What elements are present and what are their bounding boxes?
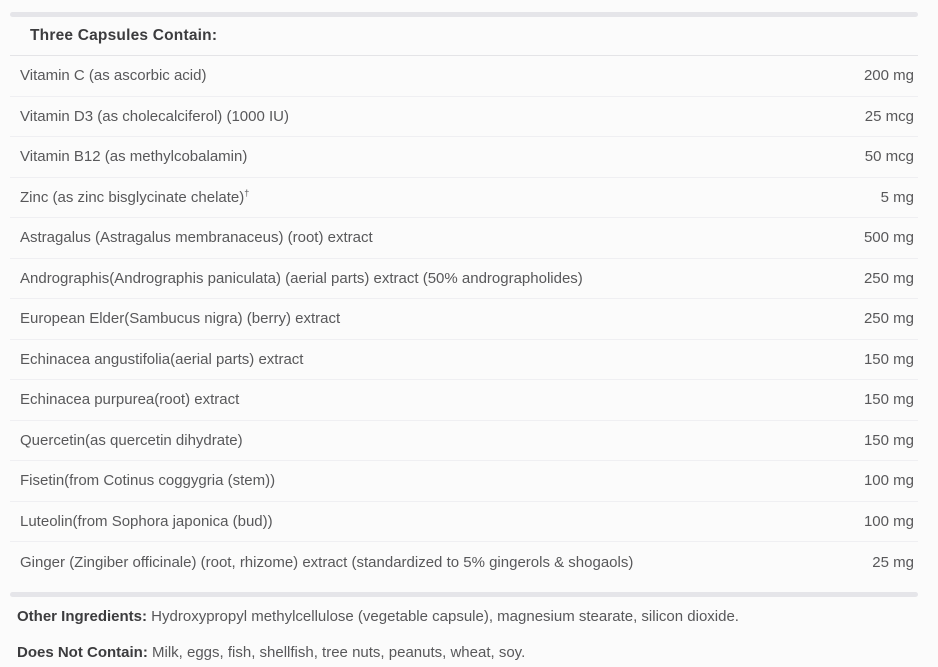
ingredient-amount: 100 mg [863,512,914,530]
dagger-superscript: † [244,187,250,198]
ingredient-amount: 25 mg [872,553,914,571]
ingredient-row [10,542,918,583]
ingredient-amount: 250 mg [863,269,914,287]
does-not-contain-line [17,643,918,663]
ingredient-row [10,259,918,300]
ingredient-row [10,56,918,97]
ingredient-amount: 25 mcg [864,107,914,125]
supplement-facts-header [10,17,918,56]
ingredient-row [10,97,918,138]
ingredient-name: Fisetin(from Cotinus coggygria (stem)) [20,472,276,490]
ingredient-name: Ginger (Zingiber officinale) (root, rhizome) extract (standardized to 5% gingerols & shogaols) [20,553,634,571]
other-ingredients-text: Hydroxypropyl methylcellulose (vegetable capsule), magnesium stearate, silicon dioxide. [147,607,739,625]
other-ingredients-line [17,607,918,627]
ingredient-row [10,178,918,219]
other-ingredients-label: Other Ingredients: [17,607,148,625]
serving-header-title: Three Capsules Contain: [30,27,218,44]
ingredient-name: Vitamin D3 (as cholecalciferol) (1000 IU) [20,107,289,125]
ingredient-amount: 150 mg [863,350,914,368]
ingredient-row [10,502,918,543]
ingredient-amount: 150 mg [863,391,914,409]
ingredient-name: Vitamin B12 (as methylcobalamin) [20,148,248,166]
ingredient-name: Astragalus (Astragalus membranaceus) (root) extract [20,229,373,247]
does-not-contain-label: Does Not Contain: [17,643,148,661]
ingredient-amount: 500 mg [863,229,914,247]
bottom-separator-bar [10,592,918,597]
ingredient-name: Echinacea purpurea(root) extract [20,391,240,409]
ingredient-table [10,56,918,583]
ingredient-amount: 100 mg [863,472,914,490]
ingredient-amount: 50 mcg [864,148,914,166]
ingredient-name: European Elder(Sambucus nigra) (berry) extract [20,310,341,328]
ingredient-name: Vitamin C (as ascorbic acid) [20,67,207,85]
footer-notes [0,607,938,663]
ingredient-amount: 200 mg [863,67,914,85]
ingredient-row [10,340,918,381]
ingredient-amount: 5 mg [880,188,914,206]
ingredient-name: Echinacea angustifolia(aerial parts) extract [20,350,304,368]
ingredient-row [10,421,918,462]
ingredient-name: Andrographis(Andrographis paniculata) (aerial parts) extract (50% andrographolides) [20,269,583,287]
ingredient-row [10,299,918,340]
does-not-contain-text: Milk, eggs, fish, shellfish, tree nuts, peanuts, wheat, soy. [147,643,526,661]
ingredient-amount: 250 mg [863,310,914,328]
ingredient-row [10,137,918,178]
ingredient-name: Luteolin(from Sophora japonica (bud)) [20,512,273,530]
ingredient-row [10,461,918,502]
ingredient-name: Zinc (as zinc bisglycinate chelate)† [20,187,250,206]
ingredient-row [10,380,918,421]
ingredient-amount: 150 mg [863,431,914,449]
ingredient-row [10,218,918,259]
ingredient-name: Quercetin(as quercetin dihydrate) [20,431,243,449]
